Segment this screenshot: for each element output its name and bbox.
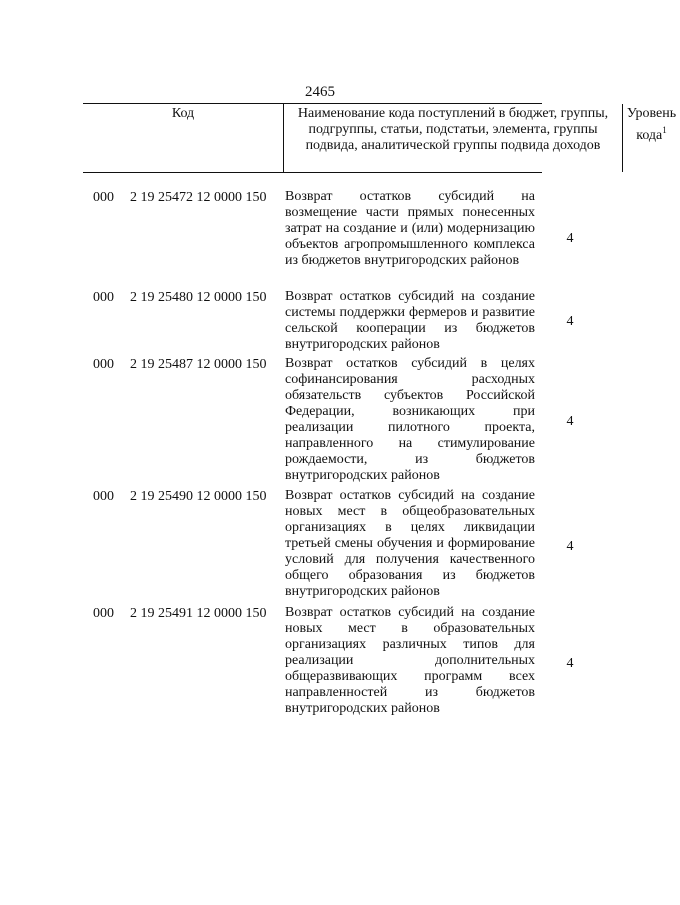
table-header: [83, 103, 677, 173]
row-level: 4: [566, 314, 574, 329]
row-prefix: 000: [93, 357, 114, 372]
row-prefix: 000: [93, 489, 114, 504]
header-level: [623, 104, 680, 172]
header-level-footnote: 1: [662, 125, 667, 135]
row-level: 4: [566, 414, 574, 429]
row-code: 2 19 25480 12 0000 150: [130, 290, 267, 305]
header-level-label: Уровень кода: [626, 106, 677, 143]
row-level: 4: [566, 656, 574, 671]
row-prefix: 000: [93, 606, 114, 621]
page-number: 2465: [305, 84, 335, 100]
row-code: 2 19 25487 12 0000 150: [130, 357, 267, 372]
row-name: Возврат остатков субсидий в целях софинансирования расходных обязательств субъектов Российской Федерации, возникающих при реализации пилотного проекта, направленного на стимулирование рождаемости, из бюджетов внутригородских районов: [285, 356, 535, 483]
header-code: Код: [171, 106, 195, 121]
row-name: Возврат остатков субсидий на создание новых мест в общеобразовательных организациях в целях ликвидации третьей смены обучения и формирование условий для получения качественного общего образования из бюджетов внутригородских районов: [285, 488, 535, 599]
header-name: Наименование кода поступлений в бюджет, группы, подгруппы, статьи, подстатьи, элемента, группы подвида, аналитической группы подвида доходов: [283, 104, 623, 172]
row-name: Возврат остатков субсидий на создание новых мест в образовательных организациях различных типов для реализации дополнительных общеразвивающих программ всех направленностей из бюджетов внутригородских районов: [285, 605, 535, 716]
row-code: 2 19 25472 12 0000 150: [130, 190, 267, 205]
row-code: 2 19 25491 12 0000 150: [130, 606, 267, 621]
row-level: 4: [566, 539, 574, 554]
row-prefix: 000: [93, 190, 114, 205]
row-name: Возврат остатков субсидий на создание системы поддержки фермеров и развитие сельской кооперации из бюджетов внутригородских районов: [285, 289, 535, 352]
row-code: 2 19 25490 12 0000 150: [130, 489, 267, 504]
row-level: 4: [566, 231, 574, 246]
row-name: Возврат остатков субсидий на возмещение части прямых понесенных затрат на создание и (или) модернизацию объектов агропромышленного комплекса из бюджетов внутригородских районов: [285, 189, 535, 268]
row-prefix: 000: [93, 290, 114, 305]
